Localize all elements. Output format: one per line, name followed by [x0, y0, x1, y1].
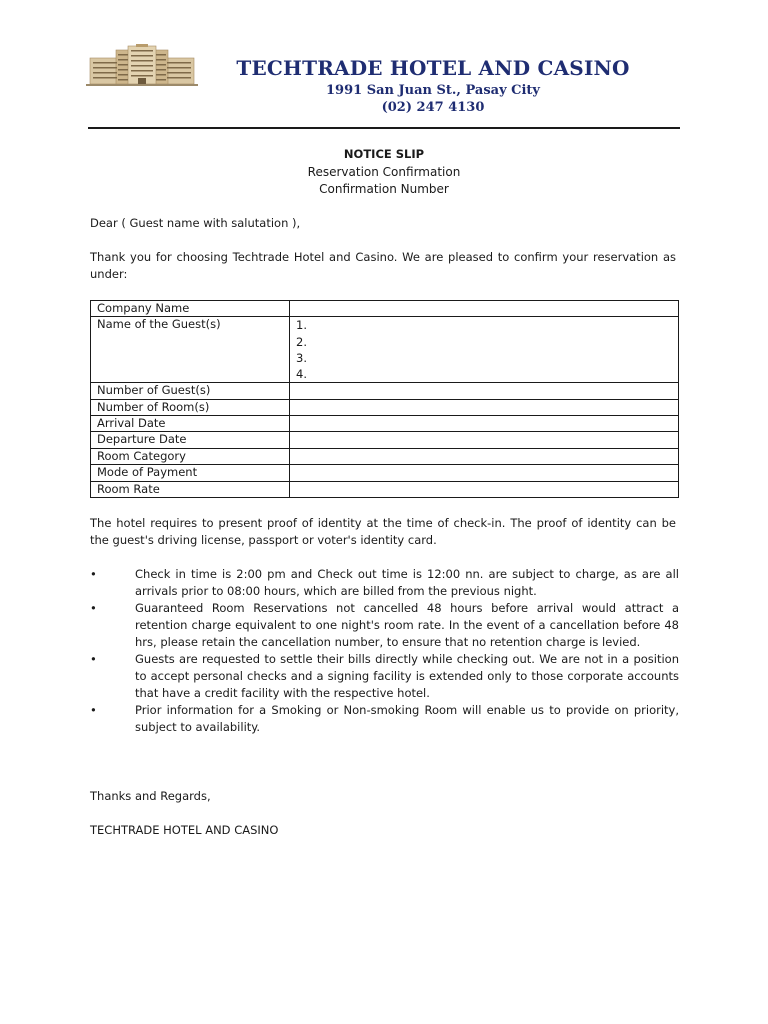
table-row: [91, 432, 679, 448]
table-label: Arrival Date: [91, 415, 290, 431]
reservation-table: [90, 300, 679, 498]
closing-signature: TECHTRADE HOTEL AND CASINO: [90, 823, 279, 837]
table-value: [290, 301, 679, 317]
list-item: [90, 702, 679, 736]
bullet-marker: •: [90, 703, 97, 717]
table-label: Departure Date: [91, 432, 290, 448]
table-label: Name of the Guest(s): [91, 317, 290, 383]
table-label: Number of Guest(s): [91, 383, 290, 399]
notice-subtitle: Reservation Confirmation: [307, 165, 461, 179]
table-row: [91, 317, 679, 383]
table-row: [91, 301, 679, 317]
list-item: [90, 566, 679, 600]
bullet-marker: •: [90, 567, 97, 581]
table-row: [91, 383, 679, 399]
table-row: [91, 415, 679, 431]
guest-line: 2.: [296, 334, 307, 349]
table-value: [290, 465, 679, 481]
hotel-name: TECHTRADE HOTEL AND CASINO: [236, 56, 630, 80]
policy-list: [90, 566, 679, 736]
table-label: Mode of Payment: [91, 465, 290, 481]
table-row: [91, 448, 679, 464]
salutation: Dear ( Guest name with salutation ),: [90, 216, 301, 230]
table-value: [290, 448, 679, 464]
table-value: [290, 432, 679, 448]
table-value: [290, 399, 679, 415]
intro-paragraph: Thank you for choosing Techtrade Hotel and Casino. We are pleased to confirm your reservation as under:: [90, 250, 676, 281]
table-row: [91, 399, 679, 415]
table-row: [91, 465, 679, 481]
guest-line: 4.: [296, 367, 307, 381]
list-item-text: Prior information for a Smoking or Non-smoking Room will enable us to provide on priority, subject to availability.: [135, 703, 679, 734]
list-item-text: Check in time is 2:00 pm and Check out time is 12:00 nn. are subject to charge, as are all arrivals prior to 08:00 hours, which are billed from the previous night.: [135, 567, 679, 598]
table-value: [290, 481, 679, 497]
table-label: Company Name: [91, 301, 290, 317]
list-item-text: Guaranteed Room Reservations not cancelled 48 hours before arrival would attract a retention charge equivalent to one night's room rate. In the event of a cancellation before 48 hrs, please retain the cancellation number, to ensure that no retention charge is levied.: [135, 601, 679, 649]
header-divider: [88, 127, 680, 129]
proof-of-identity-paragraph: The hotel requires to present proof of identity at the time of check-in. The proof of identity can be the guest's driving license, passport or voter's identity card.: [90, 516, 676, 547]
confirmation-number-label: Confirmation Number: [319, 182, 449, 196]
table-label: Number of Room(s): [91, 399, 290, 415]
hotel-address: 1991 San Juan St., Pasay City: [326, 83, 540, 98]
notice-title: NOTICE SLIP: [343, 147, 425, 161]
table-value: [290, 415, 679, 431]
closing-regards: Thanks and Regards,: [90, 789, 211, 803]
table-value: [290, 383, 679, 399]
list-item: [90, 651, 679, 702]
bullet-marker: •: [90, 601, 97, 615]
guest-line: 3.: [296, 350, 307, 365]
table-row: [91, 481, 679, 497]
list-item-text: Guests are requested to settle their bills directly while checking out. We are not in a position to accept personal checks and a signing facility is extended only to those corporate accounts that have a credit facility with the respective hotel.: [135, 652, 679, 700]
guest-line: 1.: [296, 318, 307, 333]
table-label: Room Rate: [91, 481, 290, 497]
list-item: [90, 600, 679, 651]
table-value: [290, 317, 679, 383]
hotel-phone: (02) 247 4130: [381, 100, 485, 115]
bullet-marker: •: [90, 652, 97, 666]
table-label: Room Category: [91, 448, 290, 464]
